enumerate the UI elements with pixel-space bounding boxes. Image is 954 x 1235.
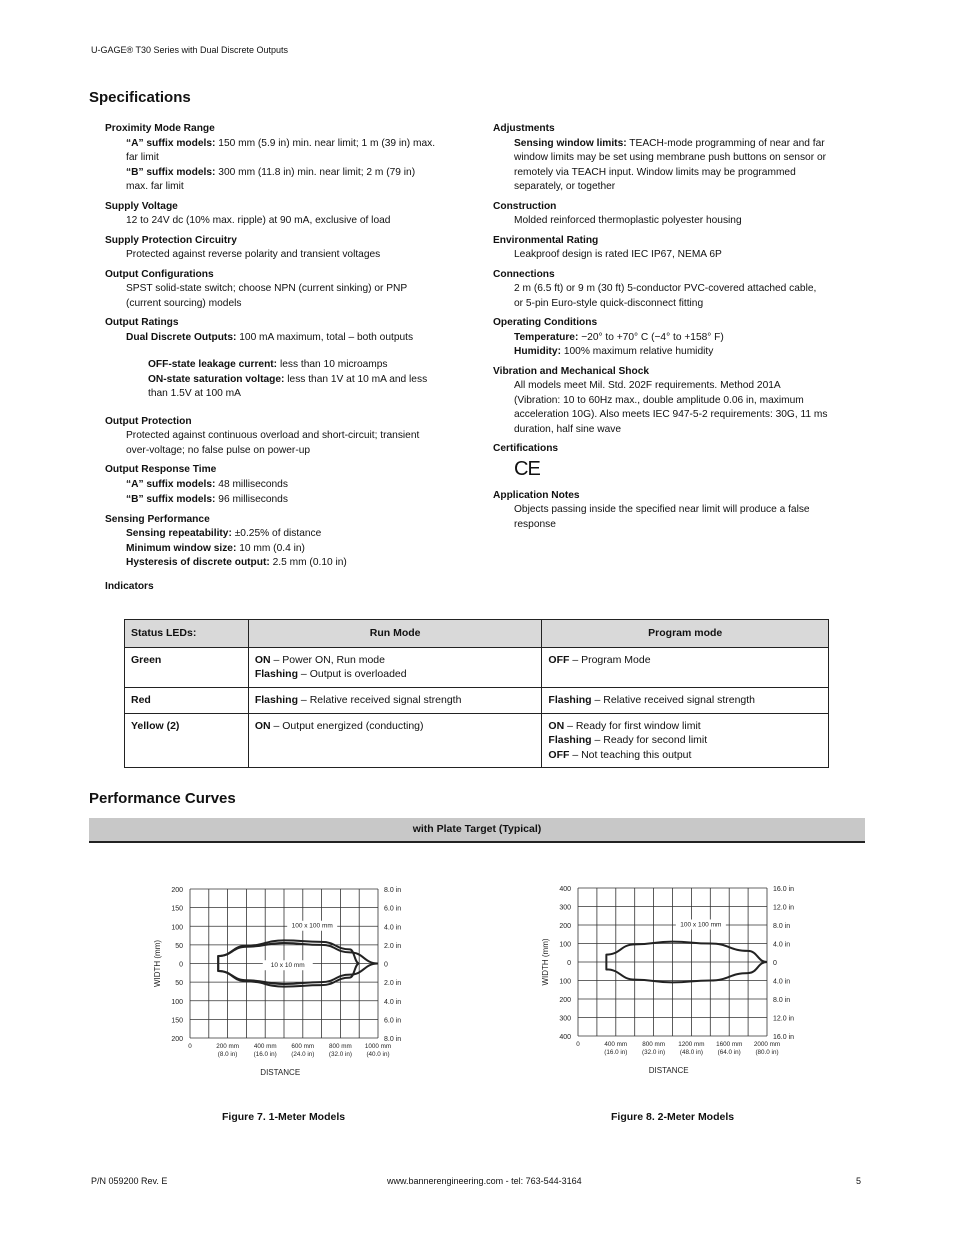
x-tick-label-inches: (16.0 in) <box>253 1051 277 1058</box>
spec-value: 100% maximum relative humidity <box>563 346 714 357</box>
spec-label: “A” suffix models: <box>126 137 216 149</box>
x-axis-label: DISTANCE <box>260 1068 301 1077</box>
spec-value: 48 milliseconds <box>218 478 288 490</box>
x-tick-label: 0 <box>576 1041 580 1048</box>
environmental-section <box>493 234 828 263</box>
y-tick-label: 100 <box>559 941 571 949</box>
spec-label: Sensing repeatability: <box>126 528 232 539</box>
x-tick-label-inches: (80.0 in) <box>755 1049 779 1056</box>
construction-section <box>493 200 828 229</box>
state-label: ON <box>254 719 271 732</box>
x-tick-label: 800 mm <box>329 1043 352 1050</box>
spec-value: 100 mA maximum, total – both outputs <box>239 331 414 343</box>
y-tick-label-right: 0 <box>773 960 777 967</box>
state-description: – Relative received signal strength <box>591 693 756 706</box>
specifications-heading: Specifications <box>89 89 191 106</box>
y-tick-label-right: 8.0 in <box>384 887 402 894</box>
output-config-section <box>105 268 440 312</box>
cell-line <box>548 748 822 763</box>
y-tick-label: 150 <box>171 905 183 913</box>
performance-curves-heading: Performance Curves <box>89 790 236 807</box>
x-tick-label: 2000 mm <box>753 1041 781 1048</box>
figure-7-caption: Figure 7. 1-Meter Models <box>222 1111 346 1123</box>
run-mode-cell <box>248 713 542 768</box>
led-name-cell: Red <box>125 687 249 713</box>
x-tick-label-inches: (32.0 in) <box>328 1051 352 1058</box>
section-title: Supply Voltage <box>105 200 178 212</box>
running-header: U-GAGE® T30 Series with Dual Discrete Outputs <box>91 45 289 55</box>
spec-label: Sensing window limits: <box>514 137 627 149</box>
x-tick-label: 400 mm <box>604 1041 628 1048</box>
ce-mark-icon: CE <box>514 457 540 480</box>
proximity-section <box>105 122 440 195</box>
x-tick-label-inches: (48.0 in) <box>679 1049 703 1056</box>
state-label: Flashing <box>254 668 299 680</box>
section-title: Output Configurations <box>105 268 214 280</box>
y-tick-label: 0 <box>567 960 571 967</box>
spec-value: 300 mm (11.8 in) min. near limit; 2 m (79 in) max. far limit <box>126 166 416 192</box>
spec-label: ON-state saturation voltage: <box>148 373 285 385</box>
section-title: Application Notes <box>493 489 580 501</box>
column-header: Program mode <box>542 620 829 648</box>
cell-line <box>548 719 822 734</box>
state-description: – Power ON, Run mode <box>270 653 385 666</box>
cell-line <box>255 653 536 668</box>
y-tick-label-right: 0 <box>384 961 388 969</box>
y-tick-label: 300 <box>559 1015 571 1023</box>
led-name-cell: Green <box>125 647 249 687</box>
output-protection-section <box>105 415 440 459</box>
column-header: Run Mode <box>248 620 542 648</box>
y-tick-label: 200 <box>171 887 183 894</box>
spec-value: All models meet Mil. Std. 202F requirements. Method 201A (Vibration: 10 to 60Hz max., double amplitude 0.06 in, maximum acceleration 10G). Also meets IEC 947-5-2 requirements: 30G, 11 ms duration, half sine wave <box>514 380 828 435</box>
spec-label: Humidity: <box>514 346 561 357</box>
table-row <box>125 647 829 687</box>
y-tick-label: 150 <box>171 1017 183 1025</box>
program-mode-cell <box>542 713 829 768</box>
footer-website-link[interactable]: www.bannerengineering.com - tel: 763-544-3164 <box>387 1176 582 1186</box>
output-ratings-section <box>105 316 440 402</box>
spec-label: OFF-state leakage current: <box>148 359 278 370</box>
state-label: Flashing <box>548 734 592 746</box>
spec-value: Objects passing inside the specified near limit will produce a false response <box>514 504 810 530</box>
y-tick-label-right: 8.0 in <box>384 1036 402 1043</box>
indicator-table <box>124 619 829 768</box>
x-tick-label-inches: (24.0 in) <box>291 1051 315 1058</box>
spec-value: 12 to 24V dc (10% max. ripple) at 90 mA, exclusive of load <box>126 215 391 226</box>
table-row <box>125 687 829 713</box>
cell-line <box>548 693 822 708</box>
y-tick-label-right: 4.0 in <box>384 998 402 1006</box>
spec-value: 150 mm (5.9 in) min. near limit; 1 m (39 in) max. far limit <box>126 137 436 163</box>
y-tick-label: 100 <box>559 978 571 986</box>
supply-protection-section <box>105 234 440 263</box>
y-tick-label: 100 <box>171 924 183 932</box>
section-title: Adjustments <box>493 123 555 134</box>
spec-label: Hysteresis of discrete output: <box>126 557 270 568</box>
spec-value: Protected against continuous overload and short-circuit; transient over-voltage; no false pulse on power-up <box>126 430 420 456</box>
spec-value: −20° to +70° C (−4° to +158° F) <box>581 331 724 343</box>
cell-line <box>548 733 822 748</box>
x-axis-label: DISTANCE <box>648 1066 689 1075</box>
chart-1-meter <box>140 878 420 1083</box>
spec-label: Temperature: <box>514 331 579 343</box>
y-tick-label-right: 2.0 in <box>384 980 402 988</box>
section-title: Output Response Time <box>105 464 217 475</box>
indicators-section <box>105 580 440 595</box>
y-tick-label-right: 4.0 in <box>384 924 402 932</box>
column-header: Status LEDs: <box>125 620 249 648</box>
state-description: – Program Mode <box>569 653 651 666</box>
spec-value: SPST solid-state switch; choose NPN (current sinking) or PNP (current sourcing) models <box>126 283 408 309</box>
y-tick-label-right: 8.0 in <box>773 923 791 930</box>
x-tick-label-inches: (8.0 in) <box>217 1051 238 1058</box>
operating-section <box>493 316 828 360</box>
spec-value: 10 mm (0.4 in) <box>239 542 305 554</box>
app-notes-section <box>493 489 828 533</box>
y-tick-label: 50 <box>175 980 183 988</box>
spec-value: Protected against reverse polarity and transient voltages <box>126 249 381 260</box>
state-description: – Not teaching this output <box>569 748 692 761</box>
x-tick-label: 1000 mm <box>364 1043 392 1050</box>
section-title: Construction <box>493 200 557 212</box>
y-tick-label: 300 <box>559 904 571 912</box>
y-tick-label: 200 <box>171 1036 183 1043</box>
state-description: – Ready for first window limit <box>564 719 701 732</box>
x-tick-label: 800 mm <box>642 1041 665 1048</box>
spec-value: Leakproof design is rated IEC IP67, NEMA 6P <box>514 249 722 260</box>
table-header-row <box>125 620 829 648</box>
spec-value: less than 1V at 10 mA and less than 1.5V at 100 mA <box>148 373 428 399</box>
spec-value: 2.5 mm (0.10 in) <box>272 557 347 568</box>
state-description: – Ready for second limit <box>591 734 708 746</box>
section-title: Connections <box>493 268 555 280</box>
spec-value: 96 milliseconds <box>218 494 288 505</box>
footer-page-number: 5 <box>856 1176 862 1186</box>
state-label: OFF <box>548 748 570 761</box>
section-title: Operating Conditions <box>493 317 598 328</box>
section-title: Environmental Rating <box>493 234 599 246</box>
connections-section <box>493 268 828 312</box>
spec-label: “A” suffix models: <box>126 478 216 490</box>
state-label: Flashing <box>254 693 299 706</box>
series-label: 10 x 10 mm <box>270 962 305 970</box>
section-title: Certifications <box>493 443 559 454</box>
x-tick-label-inches: (32.0 in) <box>642 1049 666 1056</box>
run-mode-cell <box>248 647 542 687</box>
adjustments-section <box>493 122 828 195</box>
x-tick-label: 200 mm <box>216 1043 239 1050</box>
state-label: ON <box>548 719 565 732</box>
y-tick-label-right: 12.0 in <box>773 904 795 912</box>
y-tick-label-right: 16.0 in <box>773 886 795 893</box>
y-tick-label-right: 16.0 in <box>773 1034 795 1041</box>
figure-8-caption: Figure 8. 2-Meter Models <box>611 1111 735 1123</box>
x-tick-label: 400 mm <box>253 1043 277 1050</box>
spec-label: “B” suffix models: <box>126 494 216 505</box>
y-tick-label-right: 12.0 in <box>773 1015 795 1023</box>
y-tick-label: 100 <box>171 998 183 1006</box>
y-axis-label: WIDTH (mm) <box>153 939 162 988</box>
vibration-section <box>493 365 828 438</box>
state-description: – Relative received signal strength <box>298 693 462 706</box>
spec-label: “B” suffix models: <box>126 166 216 178</box>
spec-value: TEACH-mode programming of near and far window limits may be set using membrane push buttons on sensor or remotely via TEACH input. Window limits may be programmed separately, or together <box>514 137 827 192</box>
y-tick-label-right: 6.0 in <box>384 1017 402 1025</box>
section-title: Vibration and Mechanical Shock <box>493 365 650 377</box>
run-mode-cell <box>248 687 542 713</box>
y-tick-label: 0 <box>179 961 183 969</box>
state-description: – Output is overloaded <box>298 668 407 680</box>
y-tick-label: 200 <box>559 923 571 930</box>
state-label: OFF <box>548 653 570 666</box>
spec-value: 2 m (6.5 ft) or 9 m (30 ft) 5-conductor PVC-covered attached cable, or 5-pin Euro-style quick-disconnect fitting <box>514 283 817 309</box>
table-row <box>125 713 829 768</box>
spec-value: Molded reinforced thermoplastic polyester housing <box>514 215 742 226</box>
section-title: Output Ratings <box>105 317 179 328</box>
section-title: Supply Protection Circuitry <box>105 234 237 246</box>
response-time-section <box>105 463 440 508</box>
cell-line <box>548 653 822 668</box>
state-label: Flashing <box>548 693 592 706</box>
cell-line <box>255 719 536 734</box>
x-tick-label-inches: (64.0 in) <box>717 1049 741 1056</box>
section-title: Sensing Performance <box>105 513 210 525</box>
state-label: ON <box>254 653 271 666</box>
section-title: Output Protection <box>105 415 192 427</box>
spec-right-column <box>493 122 828 537</box>
footer-part-number: P/N 059200 Rev. E <box>91 1176 168 1186</box>
y-tick-label-right: 2.0 in <box>384 942 402 950</box>
y-tick-label: 400 <box>559 886 571 893</box>
spec-left-column <box>105 122 440 599</box>
y-tick-label: 200 <box>559 997 571 1004</box>
certifications-section <box>493 442 828 481</box>
state-description: – Output energized (conducting) <box>270 719 424 732</box>
program-mode-cell <box>542 687 829 713</box>
led-name-cell: Yellow (2) <box>125 713 249 768</box>
cell-line <box>255 693 536 708</box>
x-tick-label: 600 mm <box>291 1043 315 1050</box>
series-label: 100 x 100 mm <box>291 922 333 930</box>
y-tick-label: 50 <box>175 942 183 950</box>
plate-target-band: with Plate Target (Typical) <box>89 818 865 843</box>
x-tick-label: 1200 mm <box>678 1041 705 1048</box>
x-tick-label-inches: (16.0 in) <box>604 1049 628 1056</box>
y-axis-label: WIDTH (mm) <box>541 938 550 986</box>
section-title: Proximity Mode Range <box>105 123 215 134</box>
spec-value: less than 10 microamps <box>279 359 388 370</box>
cell-line <box>255 667 536 682</box>
section-title: Indicators <box>105 580 154 592</box>
spec-value: ±0.25% of distance <box>234 528 322 539</box>
x-tick-label-inches: (40.0 in) <box>366 1051 390 1058</box>
sensing-performance-section <box>105 513 440 571</box>
y-tick-label-right: 6.0 in <box>384 905 402 913</box>
chart-2-meter <box>528 878 818 1083</box>
y-tick-label-right: 8.0 in <box>773 997 791 1004</box>
x-tick-label: 1600 mm <box>716 1041 743 1048</box>
y-tick-label-right: 4.0 in <box>773 978 791 986</box>
program-mode-cell <box>542 647 829 687</box>
supply-voltage-section <box>105 200 440 229</box>
spec-label: Dual Discrete Outputs: <box>126 331 237 343</box>
series-label: 100 x 100 mm <box>680 921 722 929</box>
x-tick-label: 0 <box>188 1043 192 1050</box>
y-tick-label-right: 4.0 in <box>773 941 791 949</box>
y-tick-label: 400 <box>559 1034 571 1041</box>
spec-label: Minimum window size: <box>126 542 237 554</box>
